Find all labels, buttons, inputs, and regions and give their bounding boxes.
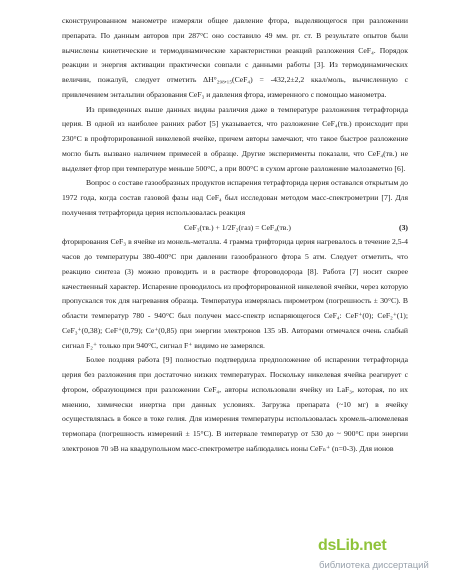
text-line: Следует отметить, что реакцию синтеза (3) можно проводить и в растворе фтороводорода bbox=[62, 252, 409, 276]
paragraph-1 bbox=[62, 14, 408, 103]
text-line: очень слабый сигнал F₂⁺ только при 940°C, сигнал F⁺ видимо не замерялся. bbox=[62, 325, 409, 350]
equation-number: (3) bbox=[399, 222, 408, 232]
text-line: условиях. Загрузка препарата (~10 мг) в ячейку осуществлялась в боксе в токе гелия. Для bbox=[62, 399, 408, 424]
text-line: данными работы [3]. Из термодинамических величин, пожалуй, следует отметить bbox=[62, 60, 409, 84]
paragraph-2 bbox=[62, 103, 408, 177]
text-line: открытым до 1972 года, когда состав газовой фазы над CeF₄ был исследован методом bbox=[62, 178, 408, 202]
text-line: температур 780 - 940°C был получен масс-спектр испаряющегося CeF₄: CeF⁺(0); CeF₂⁺(1); bbox=[91, 311, 408, 320]
text-line: измерений ± 15°C). В интервале температур от 530 до ~ 900°C при энергии электронов 70 bbox=[62, 429, 409, 453]
logo-text: dsLib.net bbox=[318, 537, 387, 554]
paragraph-4 bbox=[62, 235, 408, 353]
text-line: образования CeF₃ и давления фтора, измеренного с помощью манометра. bbox=[146, 89, 387, 99]
text-line: измерения температуры использовалась хромель-алюмелевая термопара (погрешность bbox=[62, 414, 409, 438]
text-line: результате опытов были вычислены кинетические и термодинамические характеристики bbox=[62, 30, 408, 55]
document-body bbox=[62, 14, 408, 457]
text-line: Более поздняя работа [9] полностью подтвердила предположение об испарении bbox=[86, 355, 360, 365]
text-line: профторированной никелевой ячейки, через которую пропускался ток для нагревания bbox=[62, 281, 408, 306]
text-line: эВ на квадрупольном масс-спектрометре наблюдались ионы CeFₙ⁺ (n=0-3). Для ионов bbox=[110, 443, 394, 453]
text-line: никелевая ячейка реагирует с фтором, образующимся при разложении CeF₄, авторы bbox=[62, 370, 408, 394]
text-line: [8]. Работа [7] носит скорее качественный характер. Испарение проводилось из bbox=[62, 266, 409, 291]
text-line: реакций разложения CeF₄. Порядок реакции и энергия активации практически совпали с bbox=[62, 45, 408, 70]
text-line: фторирования CeF₃ в ячейке из монель-металла. 4 грамма трифторида церия нагревалось bbox=[62, 237, 357, 247]
reaction-equation bbox=[62, 221, 408, 236]
text-line: CeF₄(тв.) происходит при 230°C в профторированной никелевой ячейке, причем авторы bbox=[62, 119, 408, 143]
text-line: сконструированном манометре измеряли общее давление фтора, выделяющегося при bbox=[62, 16, 365, 25]
text-line: тетрафторида церия без разложения при достаточно низких температурах. Поскольку bbox=[62, 355, 408, 379]
text-line: образца. Температура измерялась пирометром (погрешность ± 30°C). В области bbox=[62, 296, 408, 320]
text-line: в течение 2,5-4 часов до температуры 380-400°C при давлении газообразного фтора 5 атм. bbox=[62, 237, 408, 261]
text-line: ΔH°₂₉₈,₁₅(CeF₄) = -432,2±2,2 ккал/моль, вычисленную с привлечением энтальпии bbox=[62, 75, 408, 99]
text-line: разложении препарата. По данным авторов при 287°C оно составило 49 мм. рт. ст. В bbox=[62, 16, 409, 40]
text-line: Вопрос о составе газообразных продуктов испарения тетрафторида церия оставался bbox=[86, 178, 364, 188]
paragraph-5 bbox=[62, 353, 408, 456]
text-line: CeF₃⁺(0,38); CeF⁺(0,79); Ce⁺(0,85) при энергии электронов 135 эВ. Авторами отмечался bbox=[62, 325, 360, 335]
logo-tagline: библиотека диссертаций bbox=[319, 560, 429, 571]
paragraph-3 bbox=[62, 176, 408, 220]
text-line: замечают, что такое быстрое разложение могло быть вызвано наличием примесей в bbox=[62, 134, 408, 158]
text-line: масс-спектрометрии [7]. Для получения тетрафторида церия использовалась реакция bbox=[62, 193, 408, 217]
text-line: Из приведенных выше данных видны различия даже в температуре разложения bbox=[86, 104, 360, 114]
text-line: использовали ячейку из LaF₃, которая, по их мнению, химически инертна при данных bbox=[62, 384, 408, 409]
equation-text: CeF₃(тв.) + 1/2F₂(газ) = CeF₄(тв.) bbox=[184, 222, 291, 232]
text-line: меньше 500°C, а при 800°C в сухом аргоне разложение малозаметно [6]. bbox=[168, 163, 406, 173]
text-line: образце. Другие эксперименты показали, что CeF₄(тв.) не выделяет фтор при температуре bbox=[62, 148, 409, 173]
watermark-logo[interactable] bbox=[318, 535, 444, 575]
text-line: тетрафторида церия. В одной из наиболее ранних работ [5] указывается, что разложение bbox=[62, 104, 408, 129]
